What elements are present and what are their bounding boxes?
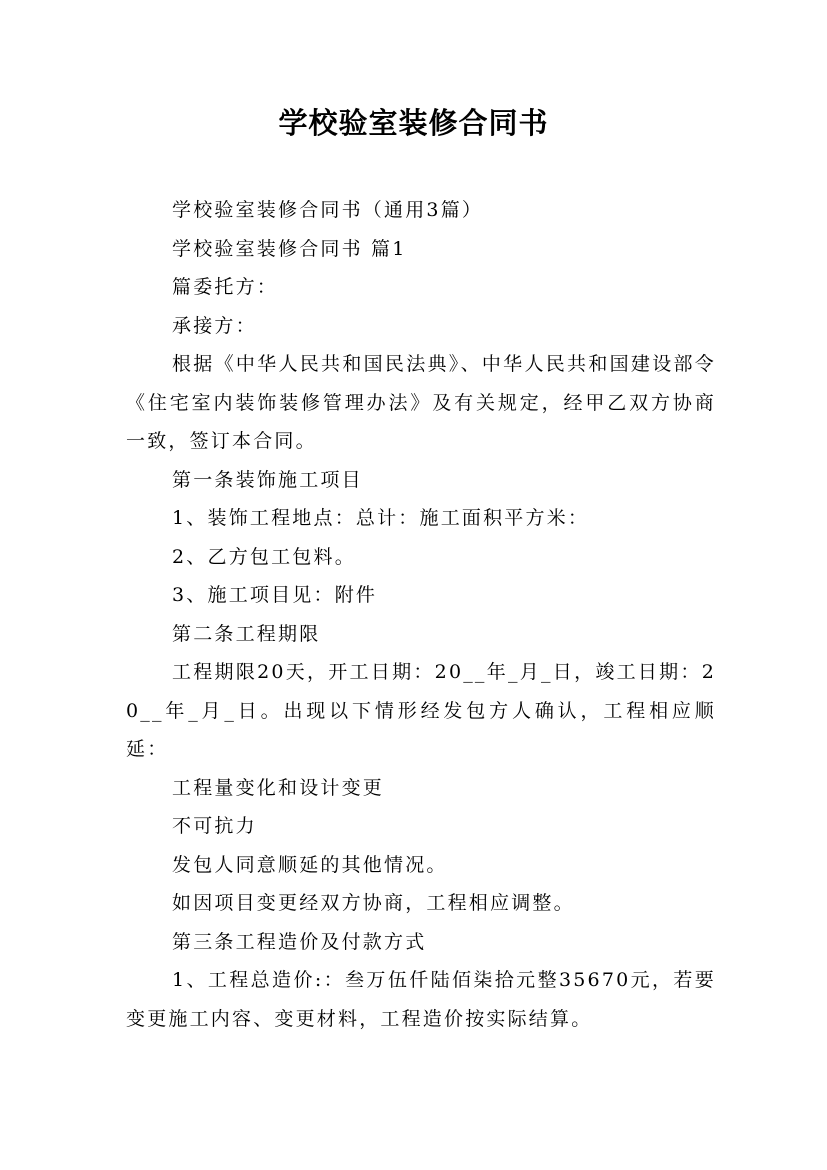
paragraph-preamble: 根据《中华人民共和国民法典》、中华人民共和国建设部令《住宅室内装饰装修管理办法》及有关规定，经甲乙双方协商一致，签订本合同。 (126, 353, 716, 452)
paragraph-schedule: 工程期限20天，开工日期：20__年_月_日，竣工日期：20__年_月_日。出现以下情形经发包方人确认，工程相应顺延： (126, 661, 716, 760)
document-title: 学校验室装修合同书 (278, 106, 549, 140)
paragraph-article-3: 第三条工程造价及付款方式 (172, 930, 427, 953)
paragraph-article-1: 第一条装饰施工项目 (172, 468, 363, 491)
paragraph-article-2: 第二条工程期限 (172, 622, 321, 645)
document-body (126, 191, 716, 1038)
paragraph-item: 发包人同意顺延的其他情况。 (172, 853, 448, 876)
paragraph-client: 篇委托方： (172, 276, 279, 298)
paragraph-section-heading: 学校验室装修合同书 篇1 (172, 237, 407, 260)
paragraph-item: 1、装饰工程地点：总计：施工面积平方米： (172, 507, 590, 529)
paragraph-item: 不可抗力 (172, 815, 257, 837)
paragraph-item: 工程量变化和设计变更 (172, 776, 385, 799)
paragraph-contractor: 承接方： (172, 314, 257, 337)
paragraph-item: 如因项目变更经双方协商，工程相应调整。 (172, 892, 575, 914)
paragraph-price: 1、工程总造价:：叁万伍仟陆佰柒拾元整35670元，若要变更施工内容、变更材料，工程造价按实际结算。 (126, 969, 716, 1030)
paragraph-subtitle: 学校验室装修合同书（通用3篇） (172, 199, 484, 221)
paragraph-item: 3、施工项目见：附件 (172, 584, 378, 606)
paragraph-item: 2、乙方包工包料。 (172, 545, 356, 568)
